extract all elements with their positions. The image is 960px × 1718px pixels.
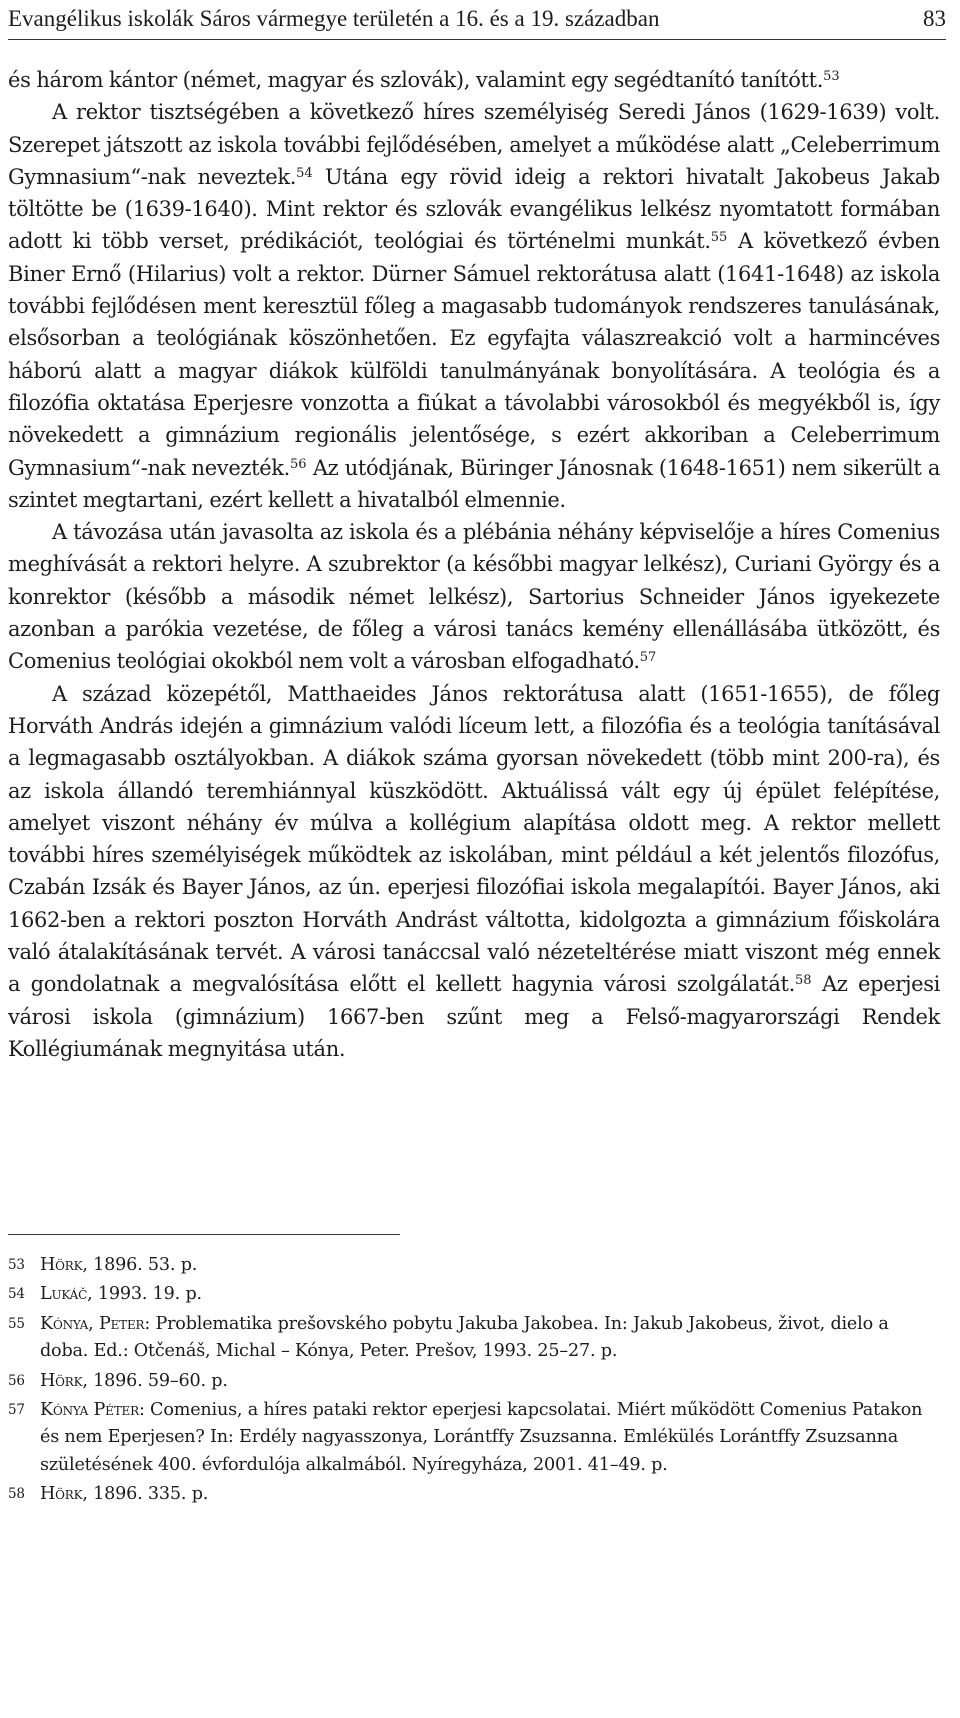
paragraph — [8, 96, 940, 516]
footnote-number: 57 — [8, 1402, 25, 1419]
footnotes — [8, 1250, 940, 1509]
text-run: Utána egy rövid ideig a rektori hivatalt Jakobeus Jakab töltötte be (1639-1640). Mint rektor és szlovák evangélikus lelkész nyomtatott formában adott ki több verset, prédikációt, teológiai és történelmi munkát. — [8, 164, 941, 254]
footnote-number: 55 — [8, 1315, 25, 1332]
footnote-reference[interactable]: 55 — [710, 230, 728, 246]
citation-text: : Problematika prešovského pobytu Jakuba Jakobea. In: Jakub Jakobeus, život, dielo a doba. Ed.: Otčenáš, Michal – Kónya, Peter. Prešov, 1993. 25–27. p. — [40, 1313, 889, 1362]
text-run: A távozása után javasolta az iskola és a plébánia néhány képviselője a híres Comenius meghívását a rektori helyre. A szubrektor (a későbbi magyar lelkész), Curiani György és a konrektor (később a második német lelkész), Sartorius Schneider János igyekezete azonban a parókia vezetése, de főleg a városi tanács kemény ellenállásába ütközött, és Comenius teológiai okokból nem volt a városban elfogadható. — [8, 520, 940, 674]
footnote-text — [40, 1368, 940, 1395]
text-run: és három kántor (német, magyar és szlovák), valamint egy segédtanító tanítótt. — [8, 68, 824, 92]
author-name: Lukáč — [40, 1284, 88, 1305]
footnote — [8, 1368, 940, 1395]
citation-text: , 1896. 335. p. — [82, 1484, 209, 1505]
footnote — [8, 1397, 940, 1479]
citation-text: , 1896. 59–60. p. — [82, 1370, 228, 1391]
citation-text: , 1896. 53. p. — [82, 1255, 198, 1275]
author-name: Hörk — [40, 1255, 83, 1275]
text-run: A következő évben Biner Ernő (Hilarius) volt a rektor. Dürner Sámuel rektorátusa alatt (1641-1648) az iskola további fejlődésen ment keresztül főleg a magasabb tudományok rendszeres tanulásának, elsősorban a teológiának köszönhetően. Ez egyfajta válaszreakció volt a harmincéves háború alatt a magyar diákok külföldi tanulmányának bonyolítására. A teológia és a filozófia oktatása Eperjesre vonzotta a fiúkat a távolabbi városokból és megyékből is, így növekedett a gimnázium regionális jelentősége, s ezért akkoriban a Celeberrimum Gymnasium“-nak nevezték. — [8, 229, 940, 480]
footnote-text — [40, 1281, 940, 1308]
citation-text: : Comenius, a híres pataki rektor eperjesi kapcsolatai. Miért működött Comenius Patakon és nem Eperjesen? In: Erdély nagyasszonya, Lorántffy Zsuzsanna. Emlékülés Lorántffy Zsuzsanna születésének 400. évfordulója alkalmából. Nyíregyháza, 2001. 41–49. p. — [40, 1400, 923, 1475]
footnote-number: 54 — [8, 1286, 25, 1303]
paragraph — [8, 678, 940, 1066]
footnote-text — [40, 1397, 940, 1479]
citation-text: , — [88, 1313, 99, 1334]
text-run: Az eperjesi városi iskola (gimnázium) 1667-ben szűnt meg a Felső-magyarországi Rendek Kollégiumának megnyitása után. — [8, 972, 940, 1061]
footnote — [8, 1311, 940, 1366]
footnote-reference[interactable]: 53 — [823, 69, 840, 84]
author-name: Hörk — [40, 1370, 83, 1391]
author-name: Kónya — [40, 1313, 89, 1334]
footnote-number: 56 — [8, 1372, 25, 1389]
running-header — [8, 6, 946, 40]
page-number: 83 — [923, 6, 946, 31]
paragraph — [8, 64, 940, 96]
body-text — [8, 64, 940, 1065]
footnote-number: 58 — [8, 1486, 25, 1503]
text-run: A század közepétől, Matthaeides János rektorátusa alatt (1651-1655), de főleg Horváth András idején a gimnázium valódi líceum lett, a filozófia és a teológia tanításával a legmagasabb osztályokban. A diákok száma gyorsan növekedett (több mint 200-ra), és az iskola állandó teremhiánnyal küszködött. Aktuálissá vált egy új épület felépítése, amelyet viszont néhány év múlva a kollégium alapítása oldott meg. A rektor mellett további híres személyiségek működtek az iskolában, mint például a két jelentős filozófus, Czabán Izsák és Bayer János, az ún. eperjesi filozófiai iskola megalapítói. Bayer János, aki 1662-ben a rektori poszton Horváth Andrást váltotta, kidolgozta a gimnázium főiskolára való átalakításának tervét. A városi tanáccsal való nézeteltérése miatt viszont még ennek a gondolatnak a megvalósítása előtt el kellett hagynia városi szolgálatát. — [8, 681, 940, 997]
footnote-text — [40, 1252, 940, 1279]
footnote-text — [40, 1311, 940, 1366]
running-title: Evangélikus iskolák Sáros vármegye területén a 16. és a 19. században — [8, 6, 660, 31]
header-rule — [8, 39, 946, 40]
author-name: Hörk — [40, 1484, 83, 1505]
footnote-text — [40, 1481, 940, 1508]
paragraph — [8, 516, 940, 677]
text-run: Az utódjának, Büringer Jánosnak (1648-1651) nem sikerült a szintet megtartani, ezért kellett a hivatalból elmennie. — [8, 455, 940, 512]
footnote-separator — [8, 1234, 400, 1235]
footnote-number: 53 — [8, 1257, 25, 1273]
footnote-reference[interactable]: 54 — [296, 165, 313, 181]
footnote — [8, 1281, 940, 1308]
author-name: Peter — [98, 1313, 145, 1334]
text-run: A rektor tisztségében a következő híres személyiség Seredi János (1629-1639) volt. Szerepet játszott az iskola további fejlődésében, amelyet a működése alatt „Celeberrimum Gymnasium“-nak neveztek. — [8, 100, 940, 189]
footnote-reference[interactable]: 57 — [639, 650, 657, 666]
footnote — [8, 1252, 940, 1279]
author-name: Kónya Péter — [40, 1400, 139, 1421]
footnote-reference[interactable]: 58 — [794, 973, 812, 989]
footnote — [8, 1481, 940, 1508]
citation-text: , 1993. 19. p. — [87, 1284, 202, 1305]
footnote-reference[interactable]: 56 — [289, 456, 307, 472]
